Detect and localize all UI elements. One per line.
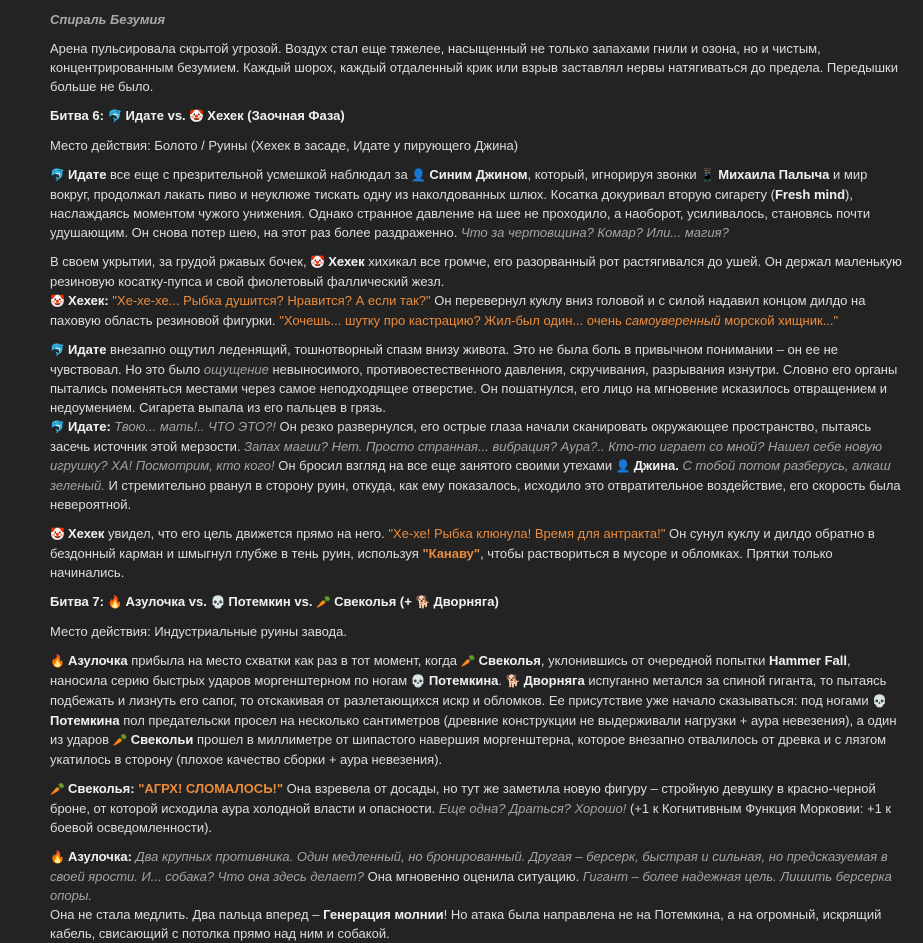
fire-icon: 🔥 xyxy=(107,595,123,609)
text: . xyxy=(498,673,506,688)
name-svek: Свеколья xyxy=(478,653,541,668)
name-idate: Идате xyxy=(68,167,107,182)
battle-6-vs: vs. xyxy=(163,108,190,123)
name-idate: Идате xyxy=(68,419,107,434)
text: (+1 к Когнитивным Функция Морковии: +1 к боевой осведомленности). xyxy=(50,801,892,835)
carrot-icon: 🥕 xyxy=(112,733,128,747)
thought: С тобой потом разберусь, алкаш зеленый. xyxy=(50,458,891,493)
thought: Что за чертовщина? Комар? Или... магия? xyxy=(461,225,729,240)
paragraph-svek-1 xyxy=(50,779,903,837)
quote: "Хе-хе-хе... Рыбка душится? Нравится? А если так?" xyxy=(112,293,431,308)
paragraph-azul-1 xyxy=(50,651,903,769)
text: внезапно ощутил леденящий, тошнотворный спазм внизу живота. Это не была боль в привычном понимании – он ее не чувствовал. Но это было xyxy=(50,342,838,377)
carrot-icon: 🥕 xyxy=(50,782,65,796)
paragraph-idate-1 xyxy=(50,165,903,242)
name-svek: Свеколья: xyxy=(68,781,135,796)
text: , чтобы раствориться в мусоре и обломках. Прятки только начинались. xyxy=(50,546,833,580)
thought: Два крупных противника. Один медленный, но бронированный. Другая – берсерк, быстрая и сильная, но предсказуемая в своей ярости. И... собака? Что она здесь делает? xyxy=(50,849,888,884)
battle-7-prefix: Битва 7: xyxy=(50,594,108,609)
text: и мир вокруг, продолжал лакать пиво и неуклюже тискать одну из наколдованных шлюх. Косатка докуривал вторую сигарету ( xyxy=(50,167,868,202)
clown-icon: 🤡 xyxy=(189,109,205,123)
name-jin: Джина xyxy=(633,458,676,473)
name-dvor: Дворняга xyxy=(523,673,585,688)
name-azul: Азулочка xyxy=(68,653,128,668)
text: , уклонившись от очередной попытки xyxy=(540,653,769,668)
dot: . xyxy=(675,458,679,473)
clown-icon: 🤡 xyxy=(310,255,326,269)
dog-icon: 🐕 xyxy=(415,595,431,609)
carrot-icon: 🥕 xyxy=(460,654,476,668)
thought: Запах магии? Нет. Просто странная... вибрация? Аура?.. Кто-то играет со мной? Нашел себе новую игрушку? ХА! Посмотрим, кто кого! xyxy=(50,439,883,473)
battle-6-heading xyxy=(50,106,903,126)
quote-italic: самоуверенный xyxy=(625,313,721,328)
fire-icon: 🔥 xyxy=(50,850,65,864)
text: все еще с презрительной усмешкой наблюдал за xyxy=(106,167,412,182)
text: ! Но атака была направлена не на Потемкина, а на огромный, искрящий кабель, свисающий с потолка прямо над ним и собакой. xyxy=(50,907,882,941)
text: Он бросил взгляд на все еще занятого своими утехами xyxy=(274,458,616,473)
text: прошел в миллиметре от шипастого навершия моргенштерна, которое внезапно отвалилось от древка и с лязгом укатилось в сторону (плохое качество сборки + аура невезения). xyxy=(50,732,887,767)
battle-7-svek: Свеколья xyxy=(334,594,397,609)
battle-6-place: Место действия: Болото / Руины (Хехек в засаде, Идате у пирующего Джина) xyxy=(50,138,519,153)
paragraph-azul-2 xyxy=(50,847,903,905)
dog-icon: 🐕 xyxy=(505,674,521,688)
quote: "Хочешь... шутку про кастрацию? Жил-был один... очень xyxy=(279,313,626,328)
italic-word: ощущение xyxy=(203,362,269,377)
name-hehek: Хехек xyxy=(328,254,365,269)
battle-7-azul: Азулочка xyxy=(125,594,186,609)
clown-icon: 🤡 xyxy=(50,527,65,541)
paragraph-hehek-speech xyxy=(50,291,903,330)
text: В своем укрытии, за грудой ржавых бочек, xyxy=(50,254,311,269)
name-potem: Потемкина xyxy=(50,713,120,728)
ghost-icon: 👤 xyxy=(615,459,631,473)
battle-7-plus: (+ xyxy=(396,594,416,609)
quote: морской хищник..." xyxy=(720,313,839,328)
paragraph-idate-2 xyxy=(50,340,903,417)
name-azul: Азулочка: xyxy=(68,849,132,864)
skull-icon: 💀 xyxy=(872,694,888,708)
battle-7-heading xyxy=(50,592,903,612)
battle-6-prefix: Битва 6: xyxy=(50,108,108,123)
dolphin-icon: 🐬 xyxy=(50,343,65,357)
text: испуганно метался за спиной гиганта, то пытаясь подбежать и лизнуть его сапог, то отскакивая от разлетающихся искр и обломков. Ее присутствие уже начало сказываться: под ногами xyxy=(50,673,887,708)
chapter-title: Спираль Безумия xyxy=(50,12,166,27)
dolphin-icon: 🐬 xyxy=(50,168,65,182)
text: ), наслаждаясь моментом чужого унижения. Однако странное давление на шее не проходило, а наоборот, усиливалось, становясь почти удушающим. Он снова потер шею, на этот раз более раздраженно. xyxy=(50,187,871,240)
battle-7-potem: Потемкин xyxy=(228,594,291,609)
text: увидел, что его цель движется прямо на него. xyxy=(104,526,389,541)
text: Она мгновенно оценила ситуацию. xyxy=(364,869,583,884)
battle-7-place: Место действия: Индустриальные руины завода. xyxy=(50,624,347,639)
hammer-fall: Hammer Fall xyxy=(768,653,848,668)
name-potem: Потемкина xyxy=(428,673,499,688)
text: прибыла на место схватки как раз в тот момент, когда xyxy=(127,653,461,668)
fire-icon: 🔥 xyxy=(50,654,65,668)
thought: Еще одна? Драться? Хорошо! xyxy=(438,801,627,816)
battle-7-close: ) xyxy=(494,594,499,609)
intro-paragraph: Арена пульсировала скрытой угрозой. Воздух стал еще тяжелее, насыщенный не только запахами гнили и озона, но и чистым, концентрированным безумием. Каждый шорох, каждый отдаленный крик или взрыв заставлял нервы натягиваться до предела. Передышки больше не было. xyxy=(50,41,898,94)
name-mikhail: Михаила Палыча xyxy=(718,167,830,182)
text: Он резко развернулся, его острые глаза начали сканировать окружающее пространство, пытаясь засечь источник этой мерзости. xyxy=(50,419,872,454)
text: невыносимого, противоестественного давления, скручивания, разрывания изнутри. Словно его органы пытались поменяться местами через самое неподходящее отверстие. Он пошатнулся, его лицо на мгновение исказилось отвращением и недоумением. Сигарета выпала из его пальцев в грязь. xyxy=(50,362,898,415)
phone-icon: 📱 xyxy=(700,168,716,182)
clown-icon: 🤡 xyxy=(50,294,65,308)
dolphin-icon: 🐬 xyxy=(107,109,123,123)
battle-7-dvor: Дворняга xyxy=(433,594,495,609)
ghost-icon: 👤 xyxy=(411,168,427,182)
fresh-mind: Fresh mind xyxy=(774,187,846,202)
text: , наносила серию быстрых ударов моргенштерном по ногам xyxy=(50,653,851,688)
paragraph-hehek-2 xyxy=(50,524,903,582)
battle-6-hehek: Хехек (Заочная Фаза) xyxy=(207,108,345,123)
shout: "АГРХ! СЛОМАЛОСЬ!" xyxy=(138,781,284,796)
name-svek: Свекольи xyxy=(130,732,194,747)
text: пол предательски просел на несколько сантиметров (древние конструкции не выдерживали нагрузки + аура невезения), а один из ударов xyxy=(50,713,897,747)
battle-6-idate: Идате xyxy=(125,108,164,123)
skull-icon: 💀 xyxy=(410,674,426,688)
text: хихикал все громче, его разорванный рот растягивался до ушей. Он держал маленькую резиновую косатку-пупса и свой фиолетовый фаллический жезл. xyxy=(50,254,902,289)
thought: Твою... мать!.. ЧТО ЭТО?! xyxy=(114,419,276,434)
text: , который, игнорируя звонки xyxy=(527,167,701,182)
colon: : xyxy=(106,419,111,434)
lightning-generation: Генерация молнии xyxy=(323,907,444,922)
name-hehek: Хехек: xyxy=(68,293,109,308)
thought: Гигант – более надежная цель. Лишить берсерка опоры. xyxy=(50,869,892,903)
dolphin-icon: 🐬 xyxy=(50,420,65,434)
skill-kanava: "Канаву" xyxy=(422,546,481,561)
text: Она взревела от досады, но тут же заметила новую фигуру – стройную девушку в красно-черной броне, от которой исходила аура холодной власти и опасности. xyxy=(50,781,876,816)
carrot-icon: 🥕 xyxy=(316,595,332,609)
name-blue-jin: Синим Джином xyxy=(429,167,528,182)
battle-7-vs: vs. xyxy=(185,594,211,609)
paragraph-idate-3 xyxy=(50,417,903,514)
name-idate: Идате xyxy=(68,342,107,357)
text: И стремительно рванул в сторону руин, откуда, как ему показалось, исходило это отвратительное воздействие, его скорость была невероятной. xyxy=(50,478,901,512)
text: Она не стала медлить. Два пальца вперед – xyxy=(50,907,324,922)
text: Он перевернул куклу вниз головой и с силой надавил концом дилдо на паховую область резиновой фигурки. xyxy=(50,293,866,328)
name-hehek: Хехек xyxy=(68,526,105,541)
paragraph-hehek-1 xyxy=(50,252,903,291)
text: Он сунул куклу и дилдо обратно в бездонный карман и шмыгнул глубже в тень руин, используя xyxy=(50,526,875,561)
skull-icon: 💀 xyxy=(210,595,226,609)
paragraph-azul-3 xyxy=(50,905,903,943)
battle-7-vs: vs. xyxy=(290,594,317,609)
quote: "Хе-хе! Рыбка клюнула! Время для антракта!" xyxy=(388,526,666,541)
